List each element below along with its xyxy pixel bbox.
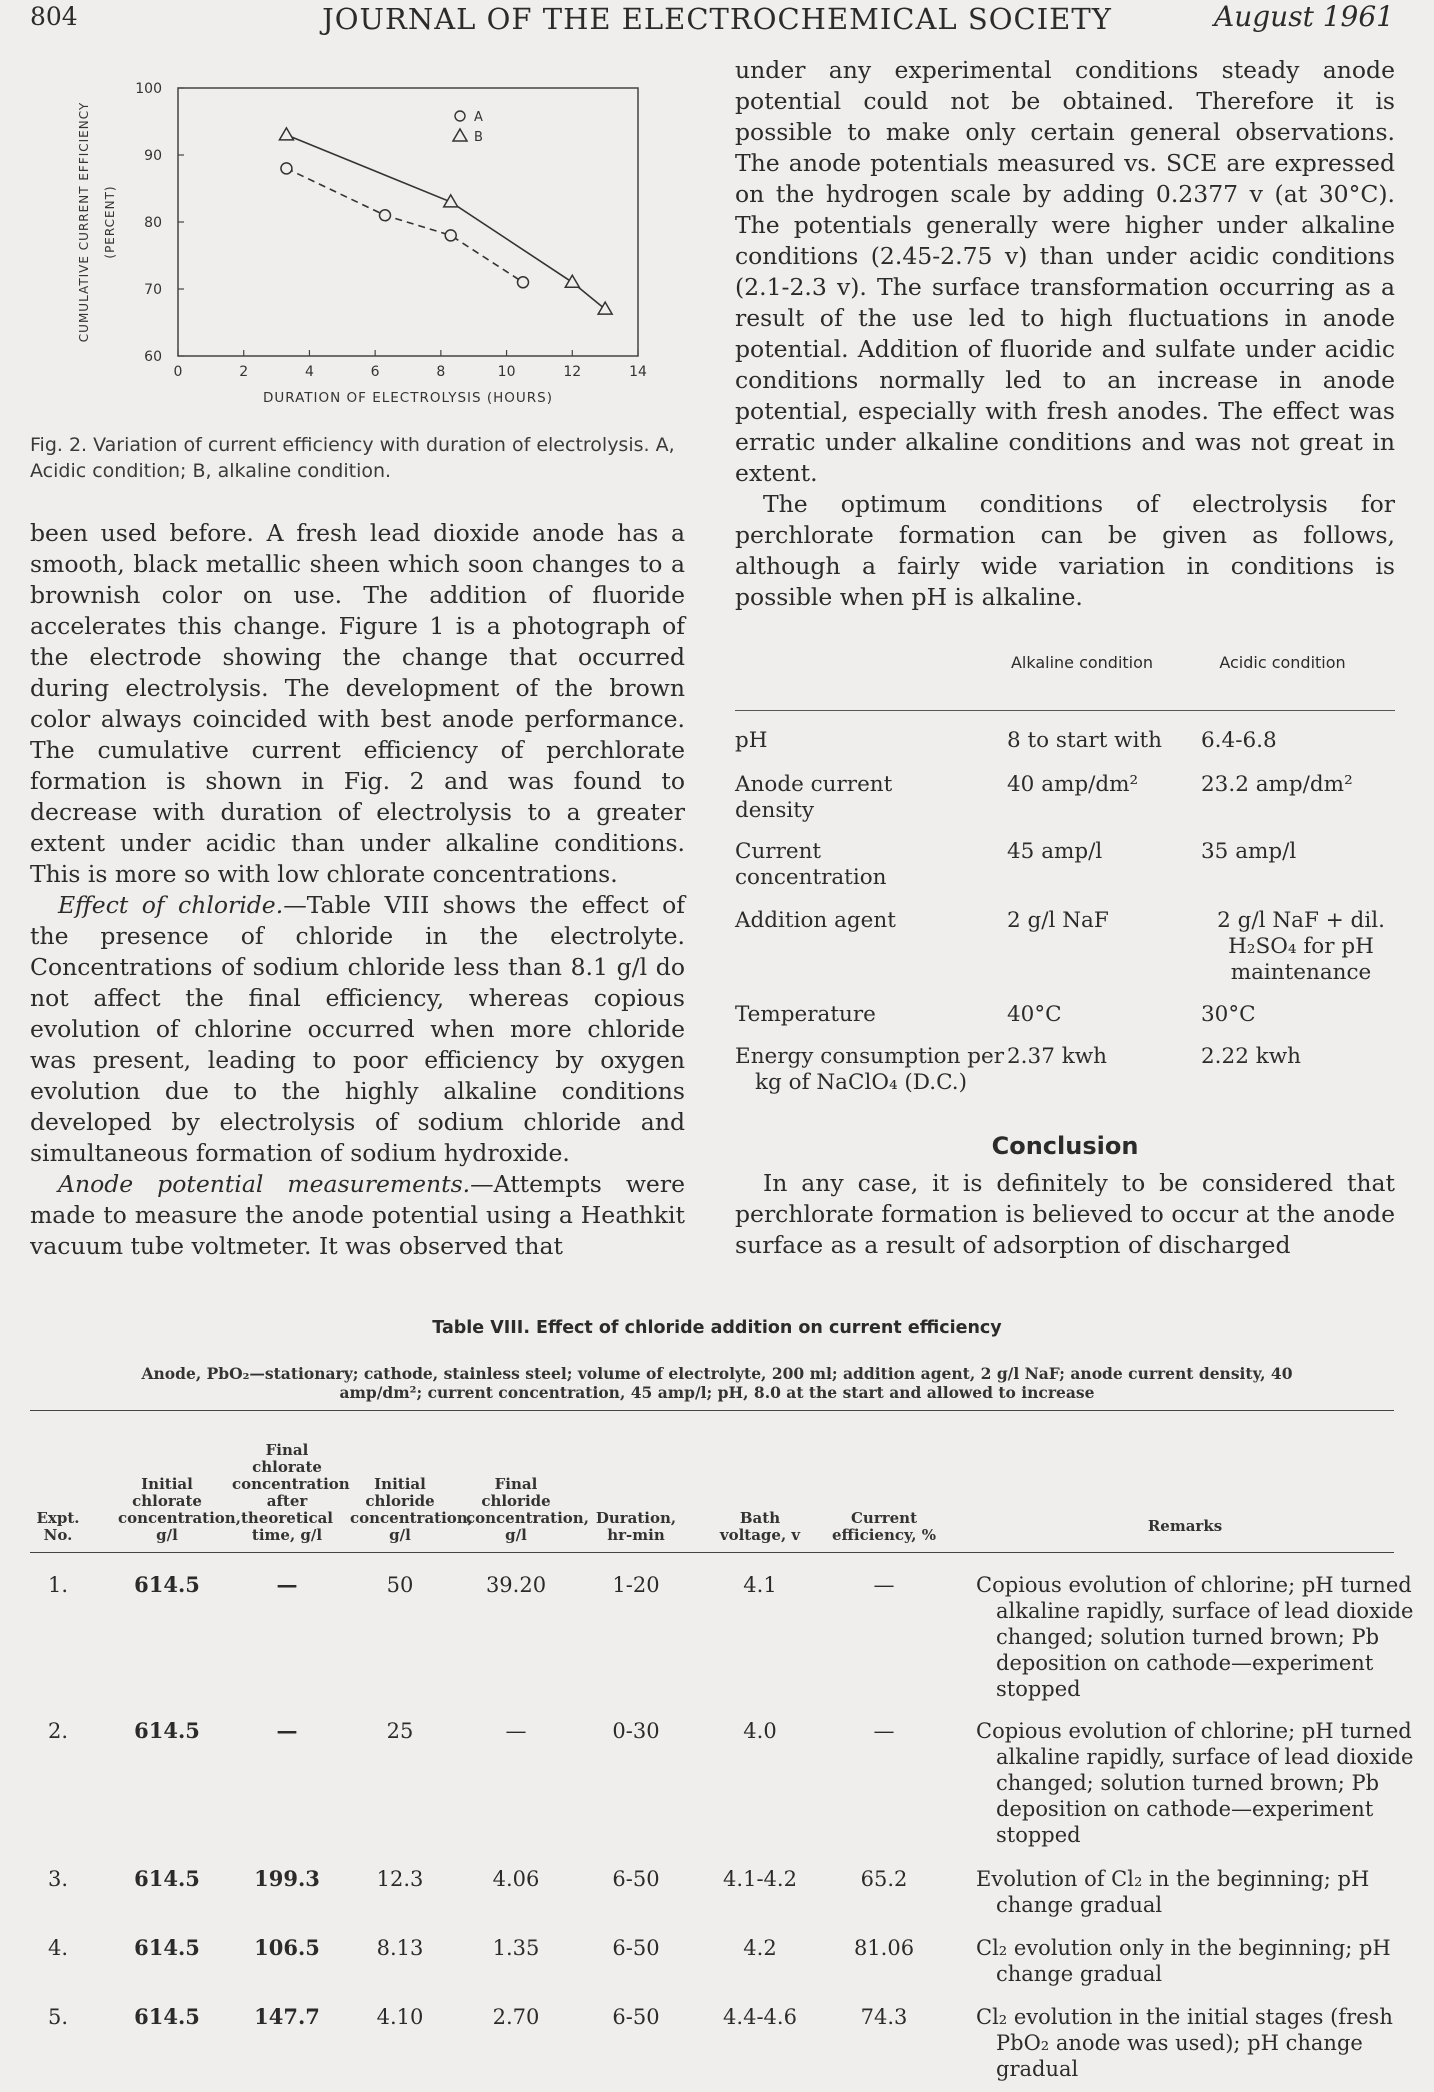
paragraph: Anode potential measurements.—Attempts were made to measure the anode potential using a Heathkit vacuum tube voltmeter. It was observed that [30, 1170, 685, 1260]
x-tick-label: 8 [436, 364, 446, 380]
x-tick-label: 4 [304, 364, 314, 380]
table-cell: 614.5 [134, 2004, 200, 2029]
column-header-alkaline: Alkaline condition [1010, 653, 1154, 672]
table-cell: 6-50 [612, 1867, 660, 1891]
table-cell: 614.5 [134, 1572, 200, 1597]
table-cell: 6-50 [612, 1936, 660, 1960]
table-cell: 81.06 [853, 1936, 915, 1960]
y-tick-label: 90 [144, 148, 162, 164]
table-cell: 4.06 [492, 1867, 540, 1891]
table-header: Remarks [1147, 1517, 1223, 1535]
journal-page: 804 JOURNAL OF THE ELECTROCHEMICAL SOCIETY August 1961 0 2 4 6 8 10 12 14 60 70 80 90 100 DURATION OF ELECTROLYSIS (HOURS) CUMULATIVE CURRENT EFFICIENCY (PERCENT) A B Fig. 2. Variation of current efficiency with duration of electrolysis. A, Acidic condition; B, alkaline condition. been used before. A fresh lead dioxide anode has a smooth, black metallic sheen which soon changes to a brownish color on use. The addition of fluoride accelerates this change. Figure 1 is a photograph of the electrode showing the change that occurred during electrolysis. The development of the brown color always coincided with best anode performance. The cumulative current efficiency of perchlorate formation is shown in Fig. 2 and was found to decrease with duration of electrolysis to a greater extent under acidic than under alkaline conditions. This is more so with low chlorate concentrations. Effect of chloride.—Table VIII shows the effect of the presence of chloride in the electrolyte. Concentrations of sodium chloride less than 8.1 g/l do not affect the final efficiency, whereas copious evolution of chlorine occurred when more chloride was present, leading to poor efficiency by oxygen evolution due to the highly alkaline conditions developed by electrolysis of sodium chloride and simultaneous formation of sodium hydroxide. Anode potential measurements.—Attempts were made to measure the anode potential using a Heathkit vacuum tube voltmeter. It was observed that under any experimental conditions steady anode potential could not be obtained. Therefore it is possible to make only certain general observations. The anode potentials measured vs. SCE are expressed on the hydrogen scale by adding 0.2377 v (at 30°C). The potentials generally were higher under alkaline conditions (2.45-2.75 v) than under acidic conditions (2.1-2.3 v). The surface transformation occurring as a result of the use led to high fluctuations in anode potential. Addition of fluoride and sulfate under acidic conditions normally led to an increase in anode potential, especially with fresh anodes. The effect was erratic under alkaline conditions and was not great in extent. The optimum conditions of electrolysis for perchlorate formation can be given as follows, although a fairly wide variation in conditions is possible when pH is alkaline. Alkaline condition Acidic condition pH 8 to start with 6.4-6.8 Anode current density 40 amp/dm² 23.2 amp/dm² Current concentration 45 amp/l 35 amp/l Addition agent 2 g/l NaF 2 g/l NaF + dil. H₂SO₄ for pH maintenance Temperature 40°C 30°C Energy consumption per kg of NaClO₄ (D.C.) 2.37 kwh 2.22 kwh Conclusion In any case, it is definitely to be considered that perchlorate formation is believed to occur at the anode surface as a result of adsorption of discharged Table VIII. Effect of chloride addition on current efficiency Anode, PbO₂—stationary; cathode, stainless steel; volume of electrolyte, 200 ml; addition agent, 2 g/l NaF; anode current density, 40 amp/dm²; current concentration, 45 amp/l; pH, 8.0 at the start and allowed to increase Expt. No. Initial chlorate concentration, g/l Final chlorate concentration after theoretical time, g/l Initial chloride concentration, g/l Final chloride concentration, g/l Duration, hr-min Bath voltage, v Current efficiency, % Remarks 1. 614.5 — 50 39.20 1-20 4.1 — Copious evolution of chlorine; pH turned alkaline rapidly, surface of lead dioxide changed; solution turned brown; Pb deposition on cathode—experiment stopped 2. 614.5 — 25 — 0-30 4.0 — Copious evolution of chlorine; pH turned alkaline rapidly, surface of lead dioxide changed; solution turned brown; Pb deposition on cathode—experiment stopped 3. 614.5 199.3 12.3 4.06 6-50 4.1-4.2 65.2 Evolution of Cl₂ in the beginning; pH change gradual 4. 614.5 106.5 8.13 1.35 6-50 4.2 81.06 Cl₂ evolution only in the beginning; pH change gradual 5. 614.5 147.7 4.10 2.70 6-50 4.4-4.6 74.3 Cl₂ evolution in the initial stages (fresh PbO₂ anode was used); pH change gradual [0, 0, 1434, 2092]
table-cell: 1-20 [612, 1573, 660, 1597]
table-cell: 4.4-4.6 [723, 2005, 797, 2029]
table-header: Final chloride concentration, g/l [466, 1475, 589, 1544]
table-cell: 4. [47, 1936, 69, 1960]
table-cell: — [276, 1572, 298, 1597]
table-rule [735, 710, 1395, 711]
table-cell: 106.5 [254, 1935, 320, 1960]
table-cell: — [873, 1573, 895, 1597]
section-heading: Conclusion [991, 1132, 1139, 1160]
table-header: Initial chlorate concentration, g/l [118, 1475, 241, 1544]
figure-caption: Fig. 2. Variation of current efficiency with duration of electrolysis. A, Acidic condition; B, alkaline condition. [30, 434, 675, 482]
x-tick-label: 14 [629, 364, 647, 380]
series-line-B [286, 135, 605, 309]
data-point-A [518, 277, 529, 288]
table-cell: 50 [386, 1573, 414, 1597]
y-tick-label: 100 [135, 81, 162, 97]
x-axis-label: DURATION OF ELECTROLYSIS (HOURS) [262, 390, 554, 406]
paragraph: Effect of chloride.—Table VIII shows the effect of the presence of chloride in the electrolyte. Concentrations of sodium chloride less than 8.1 g/l do not affect the final efficiency, whereas copious evolution of chlorine occurred when more chloride was present, leading to poor efficiency by oxygen evolution due to the highly alkaline conditions developed by electrolysis of sodium chloride and simultaneous formation of sodium hydroxide. [30, 891, 686, 1167]
table-cell: 12.3 [376, 1867, 424, 1891]
table-cell: — [873, 1719, 895, 1743]
table-header: Final chlorate concentration after theoretical time, g/l [232, 1441, 350, 1544]
data-point-B [279, 128, 293, 140]
table-cell: 4.1 [743, 1573, 777, 1597]
issue-date: August 1961 [1214, 0, 1394, 33]
table-rule [30, 1410, 1394, 1411]
paragraph: The optimum conditions of electrolysis for perchlorate formation can be given as follows, although a fairly wide variation in conditions is possible when pH is alkaline. [735, 490, 1395, 611]
table-cell: 25 [386, 1719, 414, 1743]
x-tick-label: 0 [173, 364, 183, 380]
table-cell-remarks: Copious evolution of chlorine; pH turned alkaline rapidly, surface of lead dioxide changed; solution turned brown; Pb deposition on cathode—experiment stopped [976, 1719, 1414, 1847]
y-tick-label: 60 [144, 349, 162, 365]
paragraph: been used before. A fresh lead dioxide anode has a smooth, black metallic sheen which soon changes to a brownish color on use. The addition of fluoride accelerates this change. Figure 1 is a photograph of the electrode showing the change that occurred during electrolysis. The development of the brown color always coincided with best anode performance. The cumulative current efficiency of perchlorate formation is shown in Fig. 2 and was found to decrease with duration of electrolysis to a greater extent under acidic than under alkaline conditions. This is more so with low chlorate concentrations. [30, 519, 685, 888]
table-cell-remarks: Evolution of Cl₂ in the beginning; pH change gradual [976, 1867, 1370, 1917]
table-subtitle: Anode, PbO₂—stationary; cathode, stainless steel; volume of electrolyte, 200 ml; addition agent, 2 g/l NaF; anode current density, 40 amp/dm²; current concentration, 45 amp/l; pH, 8.0 at the start and allowed to increase [141, 1364, 1293, 1402]
x-tick-label: 6 [370, 364, 380, 380]
left-column [30, 518, 685, 1262]
table-header: Expt. No. [36, 1509, 80, 1544]
data-point-A [281, 163, 292, 174]
table-cell: — [276, 1718, 298, 1743]
legend-label-A: A [474, 110, 483, 125]
table-cell-remarks: Cl₂ evolution in the initial stages (fresh PbO₂ anode was used); pH change gradual [976, 2005, 1393, 2081]
y-tick-label: 80 [144, 215, 162, 231]
subsection-heading: Anode potential measurements. [58, 1170, 471, 1198]
table-cell-remarks: Copious evolution of chlorine; pH turned alkaline rapidly, surface of lead dioxide changed; solution turned brown; Pb deposition on cathode—experiment stopped [976, 1573, 1414, 1701]
table-header: Current efficiency, % [832, 1509, 936, 1544]
paragraph: under any experimental conditions steady anode potential could not be obtained. Therefore it is possible to make only certain general observations. The anode potentials measured vs. SCE are expressed on the hydrogen scale by adding 0.2377 v (at 30°C). The potentials generally were higher under alkaline conditions (2.45-2.75 v) than under acidic conditions (2.1-2.3 v). The surface transformation occurring as a result of the use led to high fluctuations in anode potential. Addition of fluoride and sulfate under acidic conditions normally led to an increase in anode potential, especially with fresh anodes. The effect was erratic under alkaline conditions and was not great in extent. [735, 56, 1395, 487]
conclusion-text: In any case, it is definitely to be considered that perchlorate formation is believed to occur at the anode surface as a result of adsorption of discharged [735, 1169, 1395, 1259]
table-cell: 5. [47, 2005, 69, 2029]
data-point-B [444, 195, 458, 207]
table-cell: 4.2 [743, 1936, 777, 1960]
y-axis-label: (PERCENT) [103, 185, 117, 259]
y-tick-label: 70 [144, 282, 162, 298]
x-tick-label: 12 [563, 364, 582, 380]
table-cell: 2.70 [492, 2005, 540, 2029]
table-cell: 4.1-4.2 [723, 1867, 797, 1891]
y-axis-label: CUMULATIVE CURRENT EFFICIENCY [77, 101, 91, 343]
legend-marker-A [455, 111, 465, 121]
legend-label-B: B [474, 130, 483, 145]
table-cell: 39.20 [485, 1573, 547, 1597]
table-cell: 199.3 [254, 1866, 320, 1891]
column-header-acidic: Acidic condition [1219, 653, 1346, 672]
legend-marker-B [453, 129, 467, 141]
table-cell: 74.3 [860, 2005, 908, 2029]
table-cell: 147.7 [254, 2004, 320, 2029]
table-cell: 2. [47, 1719, 69, 1743]
table-header: Initial chloride concentration, g/l [350, 1475, 473, 1544]
table-cell: 65.2 [860, 1867, 908, 1891]
table-cell: 4.0 [743, 1719, 777, 1743]
table-title: Table VIII. Effect of chloride addition on current efficiency [432, 1318, 1002, 1338]
table-cell: 3. [47, 1867, 69, 1891]
table-header: Bath voltage, v [719, 1509, 801, 1544]
data-point-A [380, 210, 391, 221]
table-cell: 614.5 [134, 1866, 200, 1891]
data-point-B [565, 275, 579, 287]
table-cell: 1.35 [492, 1936, 540, 1960]
table-cell: 6-50 [612, 2005, 660, 2029]
table-cell: 614.5 [134, 1718, 200, 1743]
subsection-heading: Effect of chloride. [58, 891, 284, 919]
x-tick-label: 2 [239, 364, 249, 380]
table-cell: 8.13 [376, 1936, 424, 1960]
table-cell-remarks: Cl₂ evolution only in the beginning; pH change gradual [976, 1936, 1391, 1986]
table-cell: 4.10 [376, 2005, 424, 2029]
x-tick-label: 10 [497, 364, 516, 380]
table-cell: — [505, 1719, 527, 1743]
table-cell: 1. [47, 1573, 69, 1597]
data-point-B [598, 302, 612, 314]
table-cell: 614.5 [134, 1935, 200, 1960]
table-rule [30, 1552, 1394, 1553]
page-number: 804 [30, 2, 78, 31]
figure-2-chart [30, 58, 670, 418]
right-column [735, 55, 1395, 613]
table-header: Duration, hr-min [595, 1509, 677, 1544]
table-cell: 0-30 [612, 1719, 660, 1743]
data-point-A [445, 230, 456, 241]
journal-title: JOURNAL OF THE ELECTROCHEMICAL SOCIETY [322, 2, 1112, 36]
